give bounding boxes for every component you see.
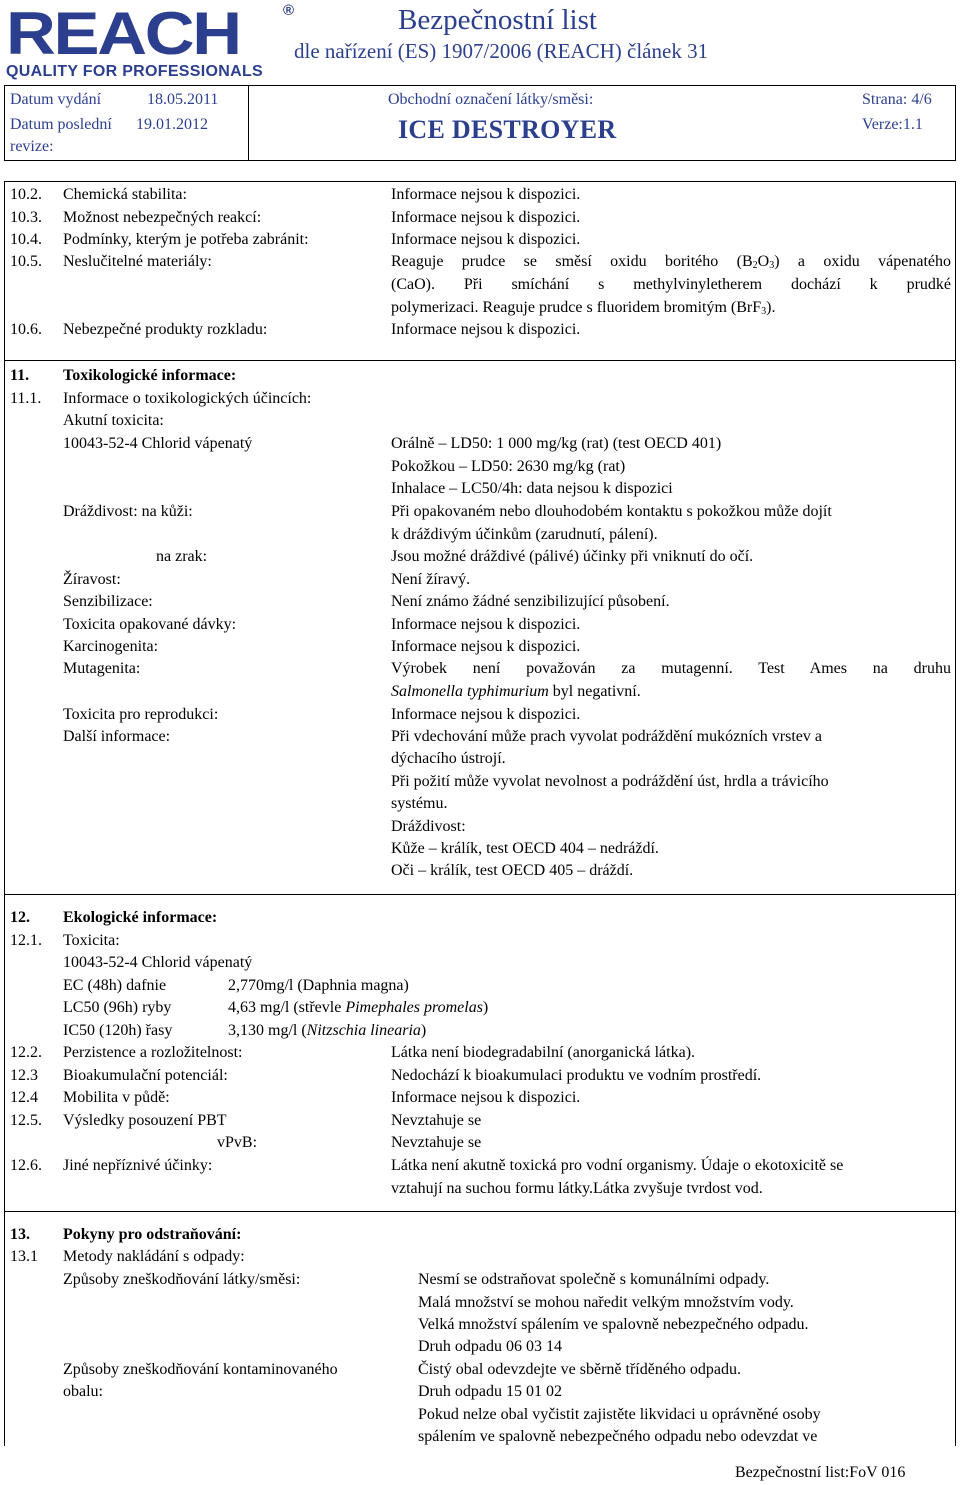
revision-date: 19.01.2012 [136,116,208,133]
row-label: Senzibilizace: [63,593,153,610]
row-value: Čistý obal odevzdejte ve sběrně tříděného odpadu. [418,1361,742,1378]
document-title: Bezpečnostní list [398,4,597,36]
row-value: Druh odpadu 06 03 14 [418,1338,562,1355]
row-number: 12.6. [10,1157,42,1174]
row-number: 10.3. [10,209,42,226]
row-value: Informace nejsou k dispozici. [391,231,581,248]
acute-toxicity-label: Akutní toxicita: [63,412,164,429]
body-right-rule [955,181,956,1446]
incompatible-line-2: (CaO). Při smíchání s methylvinyletherem dochází k prudké [391,276,951,293]
row-value: Oči – králík, test OECD 405 – dráždí. [391,862,634,879]
row-label: Žíravost: [63,571,121,588]
substance-name: 10043-52-4 Chlorid vápenatý [63,954,253,971]
row-value: Informace nejsou k dispozici. [391,1089,581,1106]
row-label: Možnost nebezpečných reakcí: [63,209,262,226]
row-value: Není známo žádné senzibilizující působení. [391,593,670,610]
row-value: Informace nejsou k dispozici. [391,321,581,338]
row-value: Látka není akutně toxická pro vodní organismy. Údaje o ekotoxicitě se [391,1157,844,1174]
row-value: Informace nejsou k dispozici. [391,209,581,226]
revision-label-2: revize: [10,138,54,155]
row-number: 10.6. [10,321,42,338]
product-name: ICE DESTROYER [398,115,617,144]
header-top-rule [4,85,956,86]
section-title: Pokyny pro odstraňování: [63,1226,242,1243]
row-label: Způsoby zneškodňování látky/směsi: [63,1271,301,1288]
row-label: Neslučitelné materiály: [63,253,212,270]
row-value: Pokud nelze obal vyčistit zajistěte likvidaci u oprávněné osoby [418,1406,821,1423]
row-number: 10.5. [10,253,42,270]
row-label: Metody nakládání s odpady: [63,1248,245,1265]
row-value: Nesmí se odstraňovat společně s komunálními odpady. [418,1271,770,1288]
row-value: vztahují na suchou formu látky.Látka zvyšuje tvrdost vod. [391,1180,763,1197]
row-value: Látka není biodegradabilní (anorganická látka). [391,1044,696,1061]
row-label: Další informace: [63,728,171,745]
row-label: vPvB: [217,1134,258,1151]
registered-mark: ® [283,2,295,19]
row-number: 12.5. [10,1112,42,1129]
row-label: Chemická stabilita: [63,186,187,203]
row-value: Informace nejsou k dispozici. [391,638,581,655]
inhalation-lc50: Inhalace – LC50/4h: data nejsou k dispozici [391,480,673,497]
row-label: Výsledky posouzení PBT [63,1112,227,1129]
row-label: LC50 (96h) ryby [63,999,172,1016]
row-value: Nevztahuje se [391,1134,482,1151]
row-value: Kůže – králík, test OECD 404 – nedráždí. [391,840,659,857]
row-label: Perzistence a rozložitelnost: [63,1044,243,1061]
row-value: Velká množství spálením ve spalovně nebezpečného odpadu. [418,1316,809,1333]
page-number: Strana: 4/6 [862,91,932,108]
row-value: 4,63 mg/l (střevle Pimephales promelas) [228,999,489,1016]
incompatible-line-3: polymerizaci. Reaguje prudce s fluoridem bromitým (BrF$_3$). [391,299,776,317]
oral-ld50: Orálně – LD50: 1 000 mg/kg (rat) (test OECD 401) [391,435,722,452]
row-number: 11.1. [10,390,42,407]
header-divider [248,85,249,161]
row-label: IC50 (120h) řasy [63,1022,173,1039]
header-right-rule [955,85,956,161]
version-label: Verze:1.1 [862,116,923,133]
row-value: systému. [391,795,448,812]
row-value: Výrobek není považován za mutagenní. Test Ames na druhu [391,660,951,677]
row-value: Při vdechování může prach vyvolat podráždění mukózních vrstev a [391,728,822,745]
row-label: Dráždivost: na kůži: [63,503,193,520]
row-value: Malá množství se mohou naředit velkým množstvím vody. [418,1294,794,1311]
row-label: Nebezpečné produkty rozkladu: [63,321,268,338]
row-value: Salmonella typhimurium byl negativní. [391,683,641,700]
row-number: 13.1 [10,1248,38,1265]
section-number: 13. [10,1226,30,1243]
row-number: 10.2. [10,186,42,203]
trade-name-label: Obchodní označení látky/směsi: [388,91,594,108]
document-subtitle: dle nařízení (ES) 1907/2006 (REACH) článek 31 [294,39,709,63]
row-number: 12.3 [10,1067,38,1084]
row-value: Informace nejsou k dispozici. [391,616,581,633]
row-label: Toxicita: [63,932,120,949]
row-number: 12.1. [10,932,42,949]
row-label: Informace o toxikologických účincích: [63,390,312,407]
row-label: obalu: [63,1383,103,1400]
row-value: 2,770mg/l (Daphnia magna) [228,977,409,994]
logo-tagline: QUALITY FOR PROFESSIONALS [6,63,263,80]
row-label: Způsoby zneškodňování kontaminovaného [63,1361,338,1378]
row-label: Mutagenita: [63,660,141,677]
row-label: Toxicita opakované dávky: [63,616,237,633]
header-left-rule [4,85,5,161]
issue-date-label: Datum vydání [10,91,102,108]
row-value: Informace nejsou k dispozici. [391,706,581,723]
body-top-rule [4,181,956,182]
row-value: Dráždivost: [391,818,466,835]
body-left-rule [4,181,5,1446]
section-divider-12 [4,894,956,895]
row-label: na zrak: [156,548,208,565]
row-label: Karcinogenita: [63,638,159,655]
row-value: Jsou možné dráždivé (pálivé) účinky při vniknutí do očí. [391,548,754,565]
section-divider-13 [4,1211,956,1212]
row-label: Mobilita v půdě: [63,1089,170,1106]
row-number: 12.4 [10,1089,38,1106]
row-label: Bioakumulační potenciál: [63,1067,228,1084]
footer-form-code: Bezpečnostní list:FoV 016 [735,1464,906,1481]
row-label: Jiné nepříznivé účinky: [63,1157,213,1174]
row-label: Toxicita pro reprodukci: [63,706,219,723]
row-value: Nevztahuje se [391,1112,482,1129]
substance-name: 10043-52-4 Chlorid vápenatý [63,435,253,452]
row-value: k dráždivým účinkům (zarudnutí, pálení). [391,526,658,543]
section-title: Toxikologické informace: [63,367,237,384]
row-value: Při opakovaném nebo dlouhodobém kontaktu s pokožkou může dojít [391,503,832,520]
section-number: 12. [10,909,30,926]
issue-date: 18.05.2011 [147,91,219,108]
row-number: 12.2. [10,1044,42,1061]
row-value: Nedochází k bioakumulaci produktu ve vodním prostředí. [391,1067,762,1084]
logo-wordmark: REACH [6,0,240,67]
header-bottom-rule [4,160,956,161]
row-label: Podmínky, kterým je potřeba zabránit: [63,231,309,248]
section-number: 11. [10,367,30,384]
row-value: dýchacího ústrojí. [391,750,506,767]
row-label: EC (48h) dafnie [63,977,167,994]
row-value: Není žíravý. [391,571,471,588]
row-value: Při požití může vyvolat nevolnost a podráždění úst, hrdla a trávicího [391,773,829,790]
row-value: Druh odpadu 15 01 02 [418,1383,562,1400]
row-value: spálením ve spalovně nebezpečného odpadu nebo odevzdat ve [418,1428,818,1445]
row-value: Informace nejsou k dispozici. [391,186,581,203]
incompatible-line-1: Reaguje prudce se směsí oxidu boritého $(B_2O_3)$ a oxidu vápenatého [391,253,951,271]
row-number: 10.4. [10,231,42,248]
dermal-ld50: Pokožkou – LD50: 2630 mg/kg (rat) [391,458,626,475]
section-title: Ekologické informace: [63,909,218,926]
section-divider-11 [4,360,956,361]
revision-label: Datum poslední [10,116,112,133]
row-value: 3,130 mg/l (Nitzschia linearia) [228,1022,427,1039]
